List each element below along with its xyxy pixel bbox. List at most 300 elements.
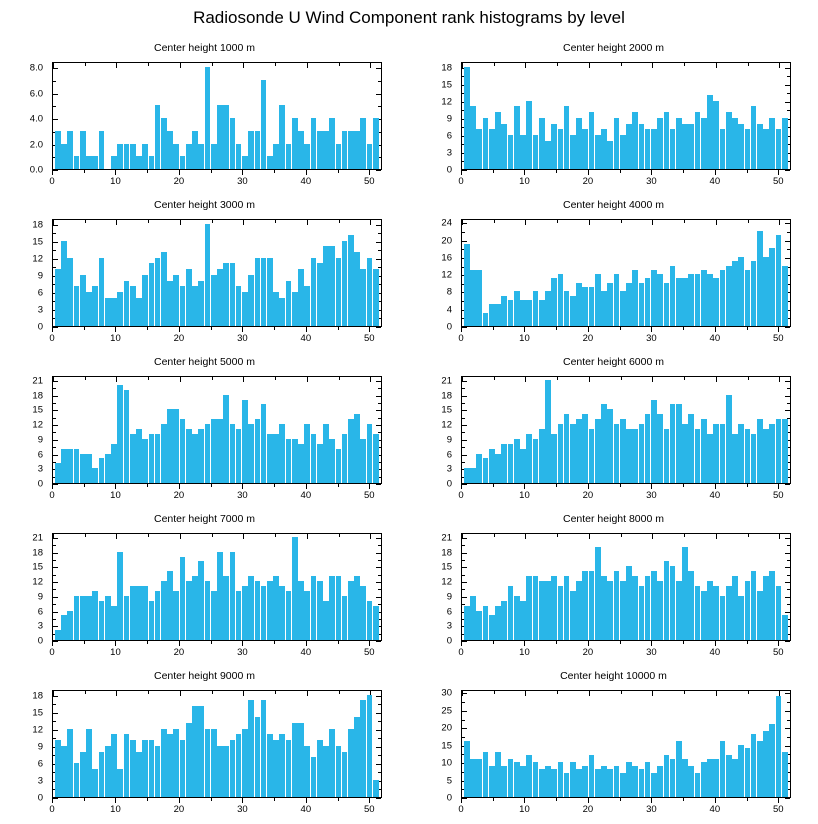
x-tick-label: 20 — [173, 647, 185, 658]
bar — [230, 263, 236, 326]
bar — [61, 746, 67, 797]
bar — [782, 118, 788, 169]
bar — [74, 449, 80, 483]
y-tick-label: 18 — [441, 62, 452, 74]
bar — [489, 766, 495, 797]
bar — [664, 755, 670, 797]
bar — [367, 424, 373, 483]
y-tick-label: 8 — [446, 286, 452, 298]
x-tick-mark — [683, 798, 684, 801]
bar — [323, 246, 329, 326]
bar — [720, 424, 726, 483]
bar — [111, 156, 117, 169]
plot-area — [461, 376, 791, 484]
x-tick-mark — [651, 170, 652, 175]
x-tick-label: 30 — [646, 804, 657, 815]
bar — [545, 380, 551, 483]
bar — [595, 769, 601, 797]
x-tick-label: 50 — [364, 804, 375, 815]
x-tick-label: 20 — [582, 490, 594, 501]
bar — [99, 752, 105, 797]
bar — [279, 734, 285, 797]
y-tick-label: 5 — [446, 775, 452, 787]
bar — [483, 606, 489, 640]
x-tick-mark — [461, 170, 462, 175]
bar — [489, 304, 495, 326]
x-tick-mark — [683, 327, 684, 330]
x-tick-label: 10 — [519, 804, 530, 815]
bar — [192, 576, 198, 640]
bar — [192, 434, 198, 483]
bar — [92, 156, 98, 169]
bar — [367, 144, 373, 169]
bar — [763, 429, 769, 483]
histogram-panel — [0, 40, 409, 196]
bar — [508, 586, 514, 640]
x-tick-mark — [524, 327, 525, 332]
x-tick-mark — [683, 484, 684, 487]
bar — [476, 454, 482, 483]
bar — [236, 286, 242, 326]
bar — [676, 404, 682, 483]
plot-area — [461, 690, 791, 798]
bar — [261, 404, 267, 483]
bar — [713, 759, 719, 797]
x-tick-mark — [179, 641, 180, 646]
bar — [242, 156, 248, 169]
bar — [360, 586, 366, 640]
bar — [161, 118, 167, 169]
bar — [323, 601, 329, 640]
bar — [533, 291, 539, 326]
bar — [186, 723, 192, 797]
plot-area — [461, 533, 791, 641]
bar — [99, 258, 105, 326]
bar — [354, 717, 360, 797]
plot-area — [461, 219, 791, 327]
plot-area — [52, 62, 382, 170]
x-tick-label: 10 — [110, 176, 121, 187]
bar — [607, 769, 613, 797]
y-tick-label: 6 — [37, 606, 43, 618]
bar — [757, 124, 763, 169]
bar — [639, 124, 645, 169]
bar — [645, 576, 651, 640]
bar — [317, 740, 323, 797]
x-tick-mark — [147, 484, 148, 487]
x-tick-mark — [147, 641, 148, 644]
bar — [117, 769, 123, 797]
y-tick-label: 21 — [441, 375, 452, 387]
x-tick-label: 0 — [49, 490, 55, 501]
bar — [205, 581, 211, 640]
bar — [701, 762, 707, 797]
bar — [286, 144, 292, 169]
y-tick-label: 25 — [441, 705, 452, 717]
x-tick-mark — [556, 170, 557, 173]
bar — [317, 131, 323, 169]
x-tick-label: 20 — [582, 333, 594, 344]
x-tick-mark — [306, 327, 307, 332]
bar — [564, 576, 570, 640]
bar — [464, 468, 470, 483]
bar — [632, 766, 638, 797]
bar — [520, 449, 526, 483]
y-tick-label: 12 — [441, 576, 452, 588]
panel-title: Center height 10000 m — [560, 670, 667, 682]
bar — [720, 596, 726, 640]
bar — [155, 258, 161, 326]
bar — [782, 419, 788, 483]
x-tick-mark — [274, 484, 275, 487]
y-tick-label: 4 — [446, 304, 452, 316]
x-tick-label: 50 — [364, 490, 375, 501]
y-axis — [0, 375, 48, 490]
bar — [255, 717, 261, 797]
x-tick-label: 50 — [773, 333, 784, 344]
bar — [545, 291, 551, 326]
bar-series — [462, 534, 790, 640]
bar — [551, 434, 557, 483]
bar — [483, 752, 489, 797]
bar — [298, 269, 304, 326]
bar — [520, 135, 526, 169]
bar — [373, 606, 379, 640]
page-title: Radiosonde U Wind Component rank histograms by level — [193, 8, 625, 27]
bar — [707, 434, 713, 483]
y-tick-label: 10 — [441, 757, 452, 769]
bar — [713, 278, 719, 326]
y-tick-label: 4.0 — [29, 113, 43, 125]
bar — [130, 286, 136, 326]
x-axis — [458, 327, 791, 345]
x-tick-label: 10 — [519, 176, 530, 187]
bar — [261, 700, 267, 797]
bar — [373, 118, 379, 169]
y-axis — [409, 217, 457, 333]
bar — [74, 596, 80, 640]
bar — [205, 424, 211, 483]
x-tick-mark — [179, 484, 180, 489]
bar — [86, 156, 92, 169]
bar — [489, 615, 495, 640]
bar — [664, 561, 670, 640]
bar — [514, 596, 520, 640]
y-axis — [409, 532, 457, 647]
bar — [261, 586, 267, 640]
y-tick-label: 3 — [37, 304, 43, 316]
x-tick-mark — [338, 484, 339, 487]
bar — [167, 281, 173, 326]
bar — [130, 144, 136, 169]
bar — [142, 740, 148, 797]
bar — [651, 571, 657, 640]
bar — [558, 424, 564, 483]
bar — [582, 287, 588, 326]
bar — [589, 287, 595, 326]
histogram-panel — [0, 511, 409, 667]
x-tick-mark — [338, 170, 339, 173]
bar — [311, 576, 317, 640]
bar — [726, 586, 732, 640]
bar — [230, 424, 236, 483]
bar — [695, 274, 701, 326]
x-tick-mark — [651, 798, 652, 803]
bar — [242, 586, 248, 640]
x-tick-mark — [274, 170, 275, 173]
bar — [751, 571, 757, 640]
bar — [223, 746, 229, 797]
panel-title: Center height 7000 m — [154, 513, 255, 525]
x-tick-label: 30 — [646, 490, 657, 501]
bar — [732, 759, 738, 797]
bar — [551, 278, 557, 326]
bar — [626, 124, 632, 169]
x-tick-label: 0 — [458, 333, 464, 344]
bar — [620, 581, 626, 640]
x-tick-label: 0 — [49, 804, 55, 815]
bar — [217, 746, 223, 797]
bar — [607, 283, 613, 326]
bar — [601, 129, 607, 169]
x-tick-mark — [461, 327, 462, 332]
bar — [92, 286, 98, 326]
bar — [726, 266, 732, 326]
bar — [373, 269, 379, 326]
x-tick-mark — [115, 641, 116, 646]
bar — [248, 700, 254, 797]
bar — [589, 571, 595, 640]
x-tick-label: 40 — [300, 647, 312, 658]
y-tick-label: 18 — [441, 547, 452, 559]
bar — [526, 101, 532, 169]
bar — [367, 258, 373, 326]
bar — [558, 586, 564, 640]
histogram-panel — [409, 354, 818, 510]
x-tick-label: 30 — [237, 176, 248, 187]
bar-series — [462, 377, 790, 483]
bar — [533, 762, 539, 797]
bar — [670, 266, 676, 326]
bar — [360, 269, 366, 326]
bar — [726, 395, 732, 483]
y-tick-label: 12 — [441, 269, 452, 281]
bar — [255, 581, 261, 640]
bar — [595, 274, 601, 326]
bar — [117, 552, 123, 640]
bar — [180, 419, 186, 483]
bar — [657, 274, 663, 326]
histogram-panel — [0, 197, 409, 353]
plot-area — [52, 533, 382, 641]
panel-title: Center height 5000 m — [154, 356, 255, 368]
bar — [713, 424, 719, 483]
y-tick-label: 9 — [37, 434, 43, 446]
bar — [533, 576, 539, 640]
x-tick-mark — [211, 327, 212, 330]
bar — [242, 400, 248, 483]
bar — [483, 458, 489, 483]
bar — [682, 124, 688, 169]
bar — [360, 439, 366, 483]
bar — [342, 241, 348, 326]
bar — [670, 566, 676, 640]
bar — [757, 231, 763, 326]
bar — [495, 454, 501, 483]
x-tick-mark — [588, 641, 589, 646]
bar-series — [53, 377, 381, 483]
bar-series — [462, 691, 790, 797]
bar — [769, 571, 775, 640]
bar-series — [53, 691, 381, 797]
bar — [92, 468, 98, 483]
x-axis — [458, 641, 791, 659]
x-tick-mark — [242, 798, 243, 803]
x-tick-mark — [211, 484, 212, 487]
bar — [236, 144, 242, 169]
x-tick-mark — [369, 327, 370, 332]
bar — [67, 611, 73, 640]
y-tick-label: 8.0 — [29, 62, 43, 74]
bar — [304, 144, 310, 169]
bar — [564, 414, 570, 483]
bar — [248, 424, 254, 483]
bar — [323, 131, 329, 169]
bar — [701, 591, 707, 640]
bar — [373, 780, 379, 797]
bar — [564, 106, 570, 169]
x-tick-label: 30 — [237, 490, 248, 501]
x-tick-mark — [52, 327, 53, 332]
bar — [180, 156, 186, 169]
y-tick-label: 12 — [441, 419, 452, 431]
bar — [520, 766, 526, 797]
bar — [149, 263, 155, 326]
bar — [173, 729, 179, 797]
x-tick-mark — [461, 484, 462, 489]
x-tick-label: 30 — [237, 647, 248, 658]
bar — [323, 424, 329, 483]
bar — [763, 576, 769, 640]
x-tick-mark — [651, 484, 652, 489]
y-tick-label: 0 — [446, 478, 452, 490]
bar — [576, 419, 582, 483]
y-tick-label: 21 — [32, 375, 43, 387]
x-tick-mark — [493, 170, 494, 173]
bar — [738, 257, 744, 326]
bar — [695, 429, 701, 483]
bar — [738, 745, 744, 797]
bar — [688, 274, 694, 326]
bar — [745, 748, 751, 797]
bar — [336, 746, 342, 797]
x-tick-mark — [274, 641, 275, 644]
x-tick-mark — [211, 641, 212, 644]
bar — [92, 769, 98, 797]
x-tick-label: 10 — [110, 490, 121, 501]
bar — [155, 746, 161, 797]
bar — [329, 118, 335, 169]
x-tick-mark — [651, 327, 652, 332]
bar — [311, 118, 317, 169]
y-tick-label: 0 — [37, 635, 43, 647]
bar — [111, 734, 117, 797]
bar — [80, 275, 86, 326]
bar — [317, 263, 323, 326]
bar — [664, 112, 670, 169]
bar — [61, 144, 67, 169]
bar — [745, 581, 751, 640]
bar — [626, 283, 632, 326]
bar-series — [462, 63, 790, 169]
bar — [464, 606, 470, 640]
bar — [614, 424, 620, 483]
x-tick-mark — [715, 641, 716, 646]
bar — [495, 304, 501, 326]
bar — [738, 424, 744, 483]
bar — [55, 630, 61, 640]
bar — [607, 141, 613, 169]
x-tick-label: 20 — [173, 804, 185, 815]
bar — [142, 275, 148, 326]
histogram-panel — [0, 668, 409, 824]
x-axis — [49, 170, 382, 188]
bar — [279, 298, 285, 326]
bar — [526, 434, 532, 483]
x-tick-mark — [620, 484, 621, 487]
x-tick-mark — [306, 484, 307, 489]
bar — [639, 283, 645, 326]
x-tick-mark — [115, 327, 116, 332]
bar — [776, 586, 782, 640]
bar — [186, 269, 192, 326]
bar — [769, 248, 775, 326]
bar — [149, 740, 155, 797]
bar — [732, 576, 738, 640]
x-tick-mark — [179, 798, 180, 803]
bar — [61, 615, 67, 640]
bar — [74, 763, 80, 797]
x-tick-mark — [52, 798, 53, 803]
x-tick-mark — [620, 641, 621, 644]
bar — [211, 275, 217, 326]
bar — [298, 131, 304, 169]
bar — [86, 292, 92, 326]
bar — [348, 235, 354, 326]
bar — [626, 429, 632, 483]
bar — [464, 67, 470, 169]
bar — [279, 586, 285, 640]
x-tick-mark — [683, 641, 684, 644]
x-tick-label: 20 — [582, 647, 594, 658]
x-tick-mark — [778, 327, 779, 332]
bar — [738, 124, 744, 169]
bar — [161, 729, 167, 797]
bar — [782, 266, 788, 326]
y-tick-label: 0 — [446, 321, 452, 333]
bar — [751, 261, 757, 326]
bar — [539, 118, 545, 169]
bar — [607, 581, 613, 640]
bar — [695, 112, 701, 169]
bar — [105, 746, 111, 797]
bar — [539, 300, 545, 326]
x-tick-mark — [242, 484, 243, 489]
bar — [539, 581, 545, 640]
bar — [576, 769, 582, 797]
bar — [167, 409, 173, 483]
bar — [589, 755, 595, 797]
